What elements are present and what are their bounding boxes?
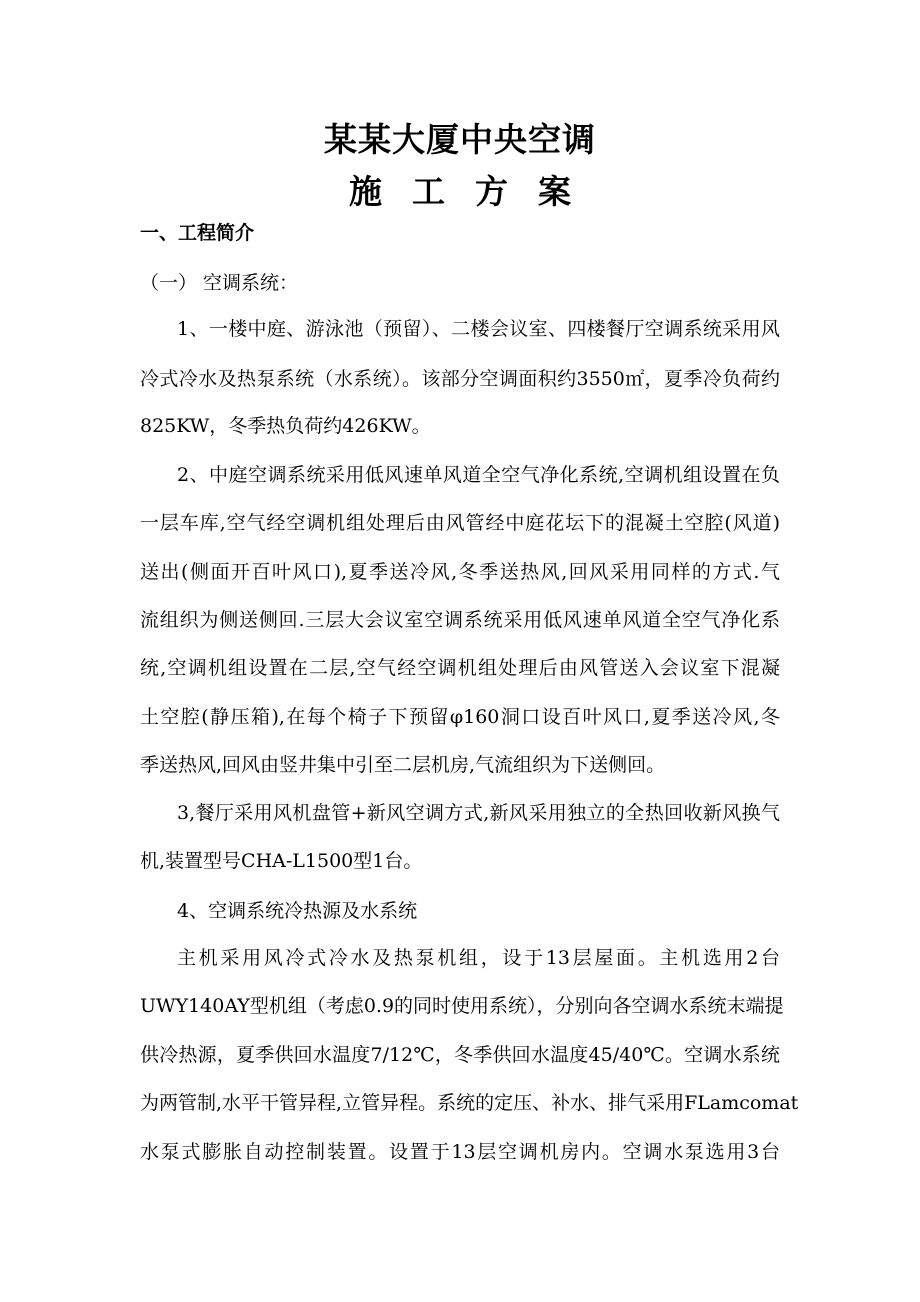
paragraph-line: 为两管制,水平干管异程,立管异程。系统的定压、补水、排气采用FLamcomat (140, 1092, 799, 1114)
paragraph-line: 土空腔(静压箱),在每个椅子下预留φ160洞口设百叶风口,夏季送冷风,冬 (140, 706, 780, 728)
paragraph-line: 送出(侧面开百叶风口),夏季送冷风,冬季送热风,回风采用同样的方式.气 (140, 561, 780, 583)
document-subtitle: 施工方案 (349, 172, 601, 211)
paragraph-line: 1、一楼中庭、游泳池（预留）、二楼会议室、四楼餐厅空调系统采用风 (177, 318, 780, 340)
paragraph-line: 主机采用风冷式冷水及热泵机组，设于13层屋面。主机选用2台 (177, 947, 780, 969)
paragraph-line: 机,装置型号CHA-L1500型1台。 (140, 850, 423, 872)
paragraph-line: 一层车库,空气经空调机组处理后由风管经中庭花坛下的混凝土空腔(风道) (140, 512, 780, 534)
paragraph-line: 2、中庭空调系统采用低风速单风道全空气净化系统,空调机组设置在负 (177, 464, 780, 486)
paragraph-line: 3,餐厅采用风机盘管+新风空调方式,新风采用独立的全热回收新风换气 (177, 802, 780, 824)
paragraph-line: 4、空调系统冷热源及水系统 (177, 900, 418, 922)
paragraph-line: UWY140AY型机组（考虑0.9的同时使用系统），分别向各空调水系统末端提 (140, 995, 784, 1017)
paragraph-line: 流组织为侧送侧回.三层大会议室空调系统采用低风速单风道全空气净化系 (140, 609, 780, 631)
paragraph-line: 统,空调机组设置在二层,空气经空调机组处理后由风管送入会议室下混凝 (140, 657, 780, 679)
paragraph-line: 供冷热源，夏季供回水温度7/12℃，冬季供回水温度45/40℃。空调水系统 (140, 1044, 780, 1066)
document-title: 某某大厦中央空调 (324, 120, 596, 159)
paragraph-line: 825KW，冬季热负荷约426KW。 (140, 415, 431, 437)
section-heading: 一、工程简介 (140, 222, 255, 244)
subsection-heading: （一） 空调系统： (140, 272, 299, 294)
paragraph-line: 季送热风,回风由竖井集中引至二层机房,气流组织为下送侧回。 (140, 754, 666, 776)
paragraph-line: 冷式冷水及热泵系统（水系统）。该部分空调面积约3550㎡，夏季冷负荷约 (140, 368, 780, 390)
paragraph-line: 水泵式膨胀自动控制装置。设置于13层空调机房内。空调水泵选用3台 (140, 1141, 780, 1163)
